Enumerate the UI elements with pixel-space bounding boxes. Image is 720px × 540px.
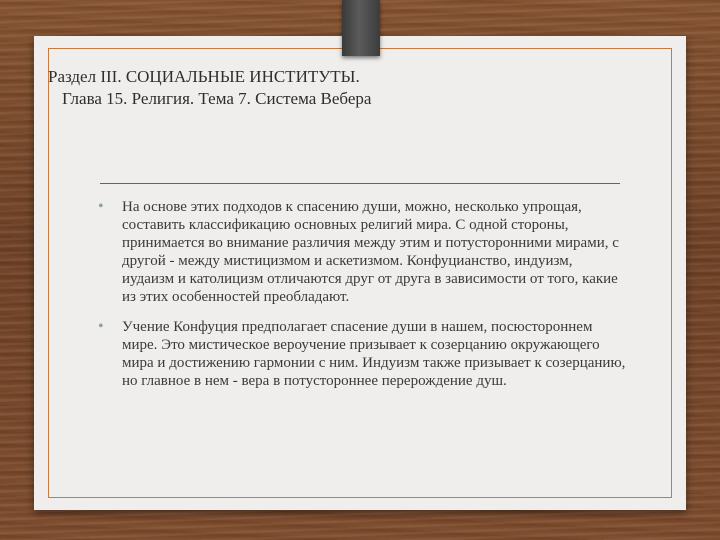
title-line-2: Глава 15. Религия. Тема 7. Система Вебера bbox=[62, 89, 372, 108]
bullet-text-2: Учение Конфуция предполагает спасение души в нашем, посюстороннем мире. Это мистическое вероучение призывает к созерцанию окружающего мира и достижению гармонии с ним. Индуизм также призывает к созерцанию, но главное в нем - вера в потустороннее перерождение душ. bbox=[122, 319, 626, 389]
bullet-dot-icon: • bbox=[98, 318, 104, 335]
bullet-list bbox=[96, 198, 626, 402]
bullet-dot-icon: • bbox=[98, 198, 104, 215]
title-divider bbox=[100, 183, 620, 184]
title-line-1: Раздел III. СОЦИАЛЬНЫЕ ИНСТИТУТЫ. bbox=[48, 67, 360, 86]
hanger-bar bbox=[342, 0, 380, 56]
bullet-item-2 bbox=[96, 318, 626, 390]
bullet-text-1: На основе этих подходов к спасению души, можно, несколько упрощая, составить классификацию основных религий мира. С одной стороны, принимается во внимание различия между этим и потусторонними мирами, с другой - между мистицизмом и аскетизмом. Конфуцианство, индуизм, иудаизм и католицизм отличаются друг от друга в зависимости от того, какие из этих особенностей преобладают. bbox=[122, 199, 619, 305]
bullet-item-1 bbox=[96, 198, 626, 306]
slide-title bbox=[48, 66, 608, 110]
